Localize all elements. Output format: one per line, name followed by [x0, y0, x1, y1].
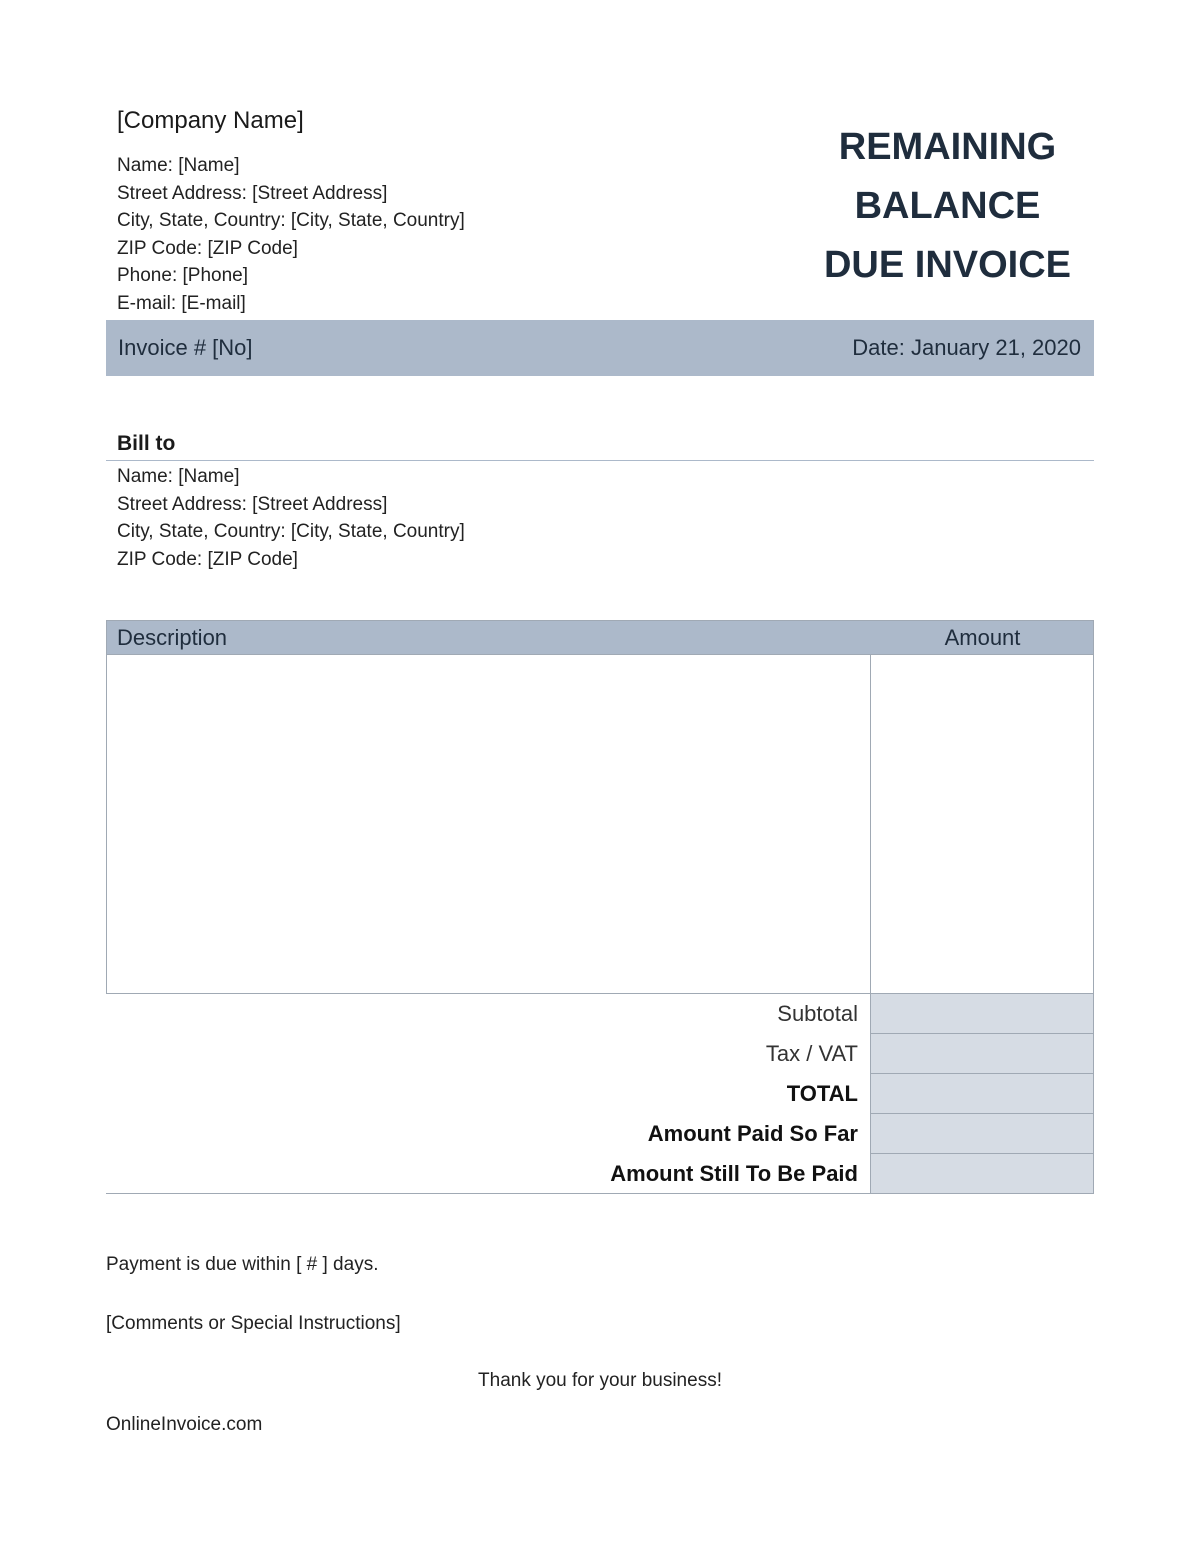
sender-address-block: [117, 152, 465, 318]
balance-due-row: [106, 1154, 1094, 1194]
bill-to-divider: [106, 460, 1094, 461]
footer-brand: OnlineInvoice.com: [106, 1414, 263, 1435]
table-header-row: [106, 620, 1094, 655]
invoice-number: Invoice # [No]: [118, 335, 253, 360]
tax-row: [106, 1034, 1094, 1074]
totals-section: [106, 994, 1094, 1194]
bill-to-address-block: [117, 463, 465, 573]
document-title-line: DUE INVOICE: [823, 244, 1072, 286]
invoice-date: Date: January 21, 2020: [852, 335, 1081, 360]
bill-to-city-line: City, State, Country: [City, State, Country]: [117, 521, 465, 543]
sender-name-line: Name: [Name]: [117, 155, 240, 176]
amount-cell[interactable]: [871, 655, 1093, 993]
tax-label: Tax / VAT: [765, 1041, 858, 1066]
document-title: [800, 118, 1095, 295]
total-value-cell[interactable]: [870, 1074, 1094, 1114]
bill-to-street-line: Street Address: [Street Address]: [117, 493, 388, 515]
company-name: [Company Name]: [117, 107, 304, 134]
document-title-line: REMAINING: [838, 126, 1057, 168]
bill-to-heading: Bill to: [117, 432, 176, 455]
invoice-info-bar: [106, 320, 1094, 376]
amount-paid-row: [106, 1114, 1094, 1154]
bill-to-zip-line: ZIP Code: [ZIP Code]: [117, 548, 298, 570]
total-label: TOTAL: [786, 1081, 858, 1106]
sender-street-line: Street Address: [Street Address]: [117, 182, 388, 204]
balance-due-value-cell[interactable]: [870, 1154, 1094, 1194]
comments: [Comments or Special Instructions]: [106, 1313, 401, 1334]
table-body: [106, 655, 1094, 994]
description-cell[interactable]: [107, 655, 871, 993]
sender-phone-line: Phone: [Phone]: [117, 265, 248, 287]
bill-to-name-line: Name: [Name]: [117, 466, 240, 487]
total-row: [106, 1074, 1094, 1114]
tax-value-cell[interactable]: [870, 1034, 1094, 1074]
sender-city-line: City, State, Country: [City, State, Country]: [117, 210, 465, 232]
sender-zip-line: ZIP Code: [ZIP Code]: [117, 237, 298, 259]
amount-column-header: Amount: [944, 625, 1021, 650]
thank-you-note: Thank you for your business!: [478, 1370, 722, 1391]
balance-due-label: Amount Still To Be Paid: [610, 1161, 858, 1186]
description-column-header: Description: [117, 625, 228, 650]
payment-terms: Payment is due within [ # ] days.: [106, 1254, 379, 1275]
subtotal-row: [106, 994, 1094, 1034]
document-title-line: BALANCE: [854, 185, 1041, 227]
totals-bottom-rule: [106, 1193, 1094, 1194]
amount-paid-value-cell[interactable]: [870, 1114, 1094, 1154]
sender-email-line: E-mail: [E-mail]: [117, 292, 246, 314]
subtotal-label: Subtotal: [777, 1001, 858, 1026]
subtotal-value-cell[interactable]: [870, 994, 1094, 1034]
line-items-table: [106, 620, 1094, 994]
amount-paid-label: Amount Paid So Far: [647, 1121, 858, 1146]
